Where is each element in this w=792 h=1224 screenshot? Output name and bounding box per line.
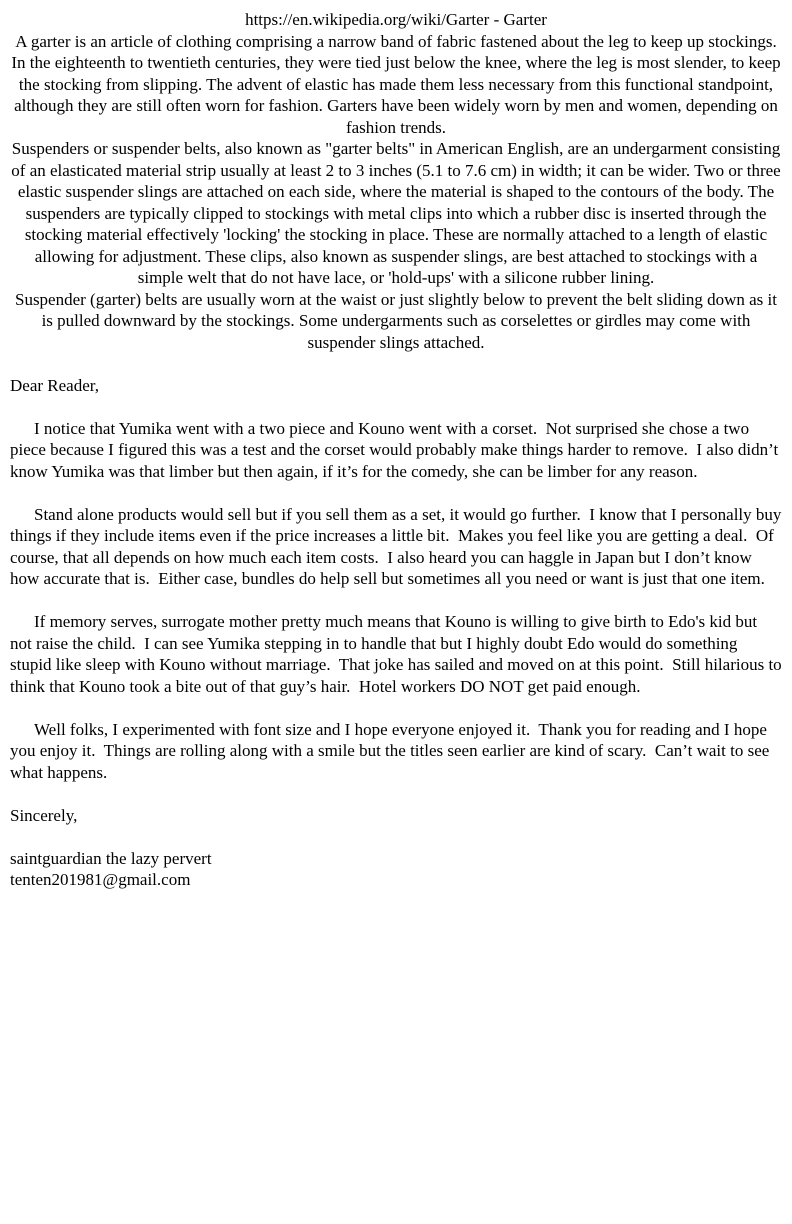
- wiki-paragraph-suspender-belts: Suspender (garter) belts are usually worn at the waist or just slightly below to prevent the belt sliding down as it is pulled downward by the stockings. Some undergarments such as corselettes or girdles may come with suspender slings attached.: [14, 289, 777, 352]
- letter-signature-email: tenten201981@gmail.com: [10, 870, 191, 889]
- source-url-line: https://en.wikipedia.org/wiki/Garter - Garter: [245, 10, 547, 29]
- wiki-paragraph-suspenders: Suspenders or suspender belts, also known as "garter belts" in American English, are an undergarment consisting of an elasticated material strip usually at least 2 to 3 inches (5.1 to 7.6 cm) in width; it can be wider. Two or three elastic suspender slings are attached on each side, where the material is shaped to the contours of the body. The suspenders are typically clipped to stockings with metal clips into which a rubber disc is inserted through the stocking material effectively 'locking' the stocking in place. These are normally attached to a length of elastic allowing for adjustment. These clips, also known as suspender slings, are best attached to stockings with a simple welt that do not have lace, or 'hold-ups' with a silicone rubber lining.: [11, 139, 781, 287]
- letter-paragraph-4: Well folks, I experimented with font size and I hope everyone enjoyed it. Thank you for reading and I hope you enjoy it. Things are rolling along with a smile but the titles seen earlier are kind of scary. Can’t wait to see what happens.: [10, 719, 774, 782]
- wiki-excerpt-section: [10, 9, 782, 353]
- letter-paragraph-3: If memory serves, surrogate mother pretty much means that Kouno is willing to give birth to Edo's kid but not raise the child. I can see Yumika stepping in to handle that but I highly doubt Edo would do something stupid like sleep with Kouno without marriage. That joke has sailed and moved on at this point. Still hilarious to think that Kouno took a bite out of that guy’s hair. Hotel workers DO NOT get paid enough.: [10, 612, 786, 696]
- letter-signature-name: saintguardian the lazy pervert: [10, 848, 212, 868]
- wiki-paragraph-garter: A garter is an article of clothing comprising a narrow band of fabric fastened about the leg to keep up stockings. In the eighteenth to twentieth centuries, they were tied just below the knee, where the leg is most slender, to keep the stocking from slipping. The advent of elastic has made them less necessary from this functional standpoint, although they are still often worn for fashion. Garters have been widely worn by men and women, depending on fashion trends.: [11, 31, 781, 137]
- letter-paragraph-1: I notice that Yumika went with a two piece and Kouno went with a corset. Not surprised she chose a two piece because I figured this was a test and the corset would probably make things harder to remove. I also didn’t know Yumika was that limber but then again, if it’s for the comedy, she can be limber for any reason.: [10, 418, 783, 481]
- letter-salutation: Dear Reader,: [10, 375, 99, 395]
- reader-letter-section: [10, 375, 786, 891]
- letter-paragraph-2: Stand alone products would sell but if you sell them as a set, it would go further. I know that I personally buy things if they include items even if the price increases a little bit. Makes you feel like you are getting a deal. Of course, that all depends on how much each item costs. I also heard you can haggle in Japan but I don’t know how accurate that is. Either case, bundles do help sell but sometimes all you need or want is just that one item.: [10, 504, 786, 588]
- letter-closing: Sincerely,: [10, 805, 78, 825]
